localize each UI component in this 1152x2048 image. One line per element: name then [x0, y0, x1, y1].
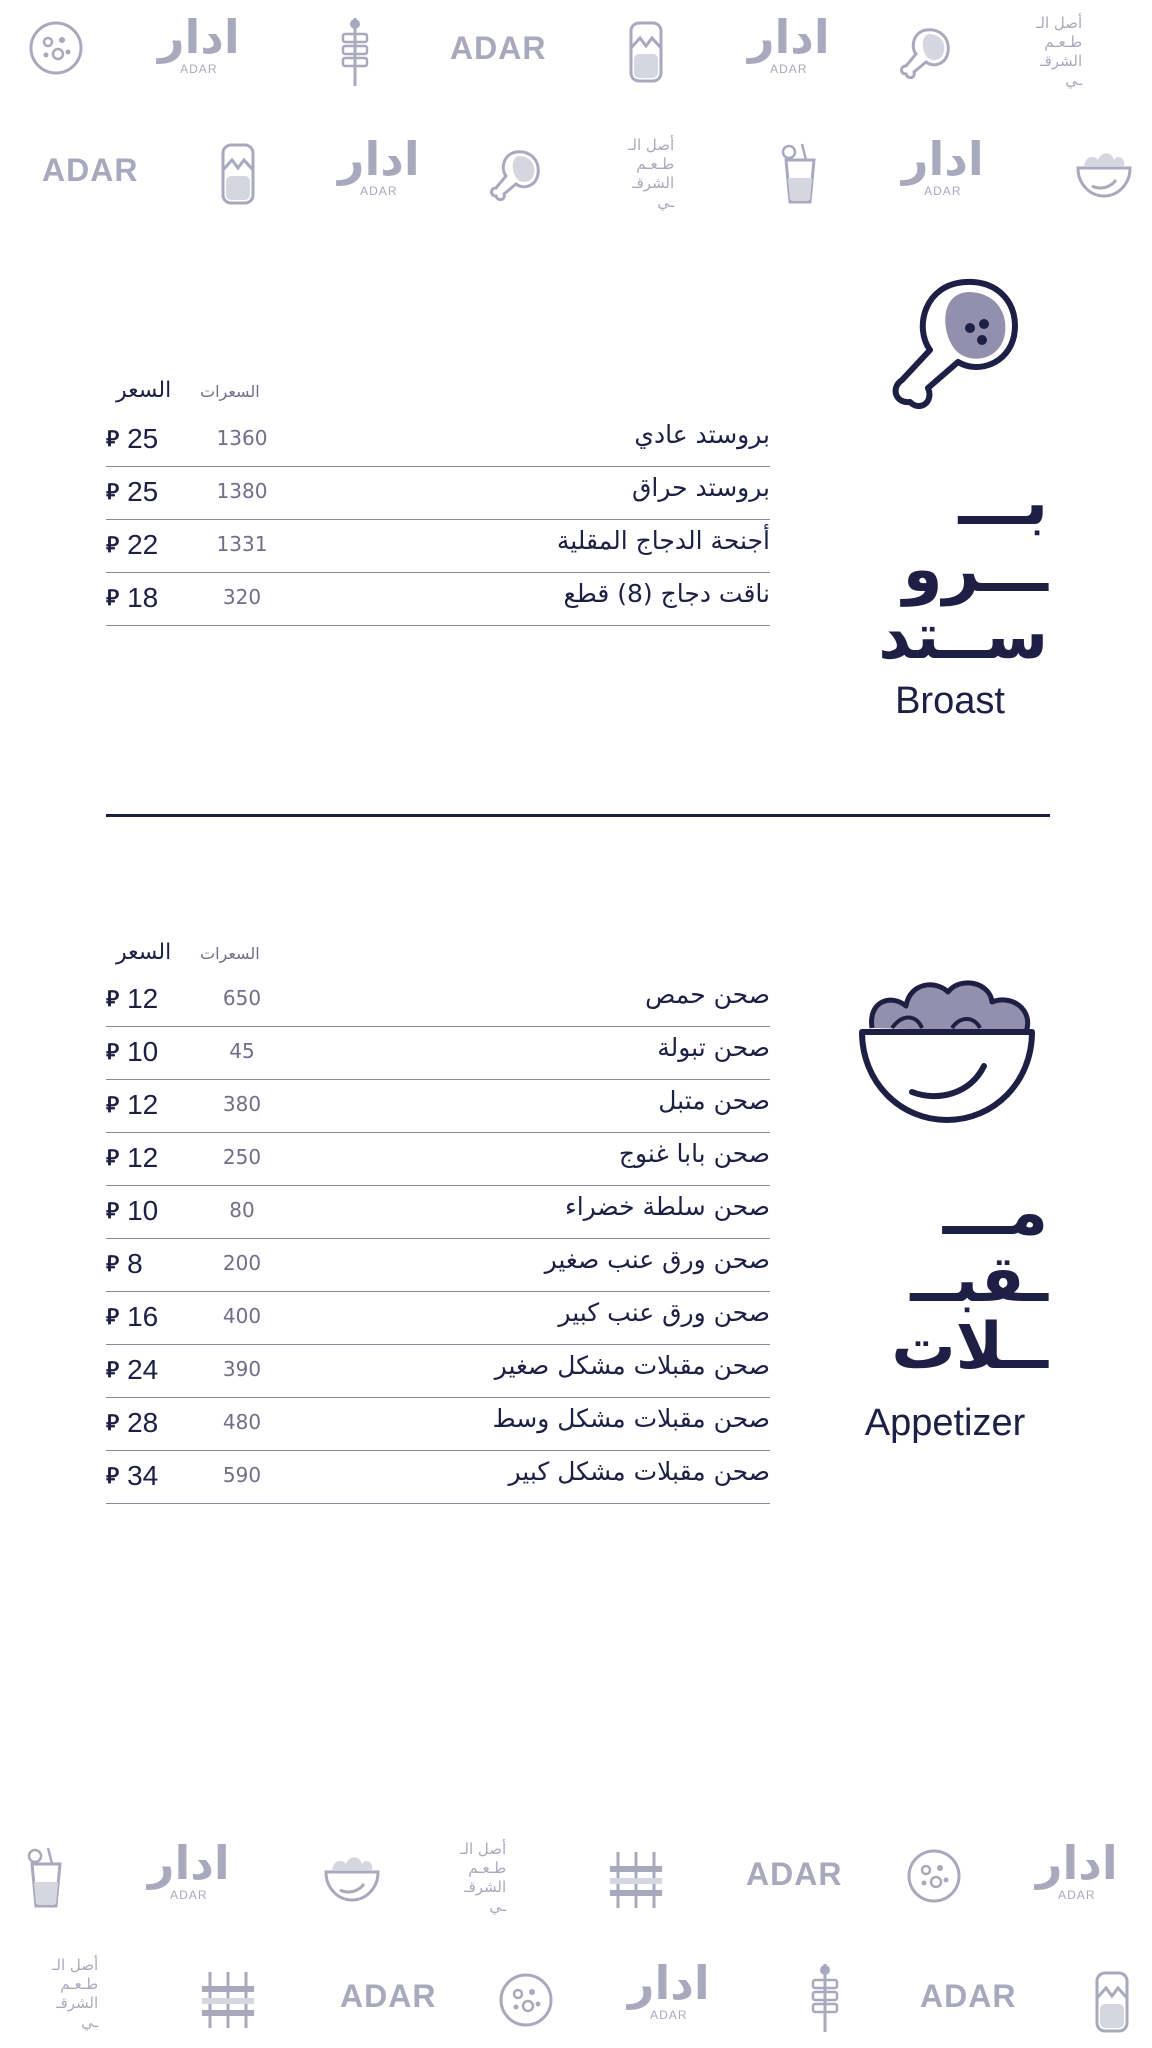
item-price: [106, 1301, 158, 1333]
menu-item-row: [106, 1239, 770, 1292]
logo-english-text: ADAR: [42, 152, 139, 188]
riyal-icon: ⃁: [106, 1251, 120, 1276]
kebab-icon: [338, 16, 372, 88]
section-divider: [106, 814, 1050, 817]
juice-icon: [26, 1846, 66, 1910]
plate-icon: [28, 20, 84, 76]
item-price-value: 12: [127, 1142, 159, 1173]
item-calories: 250: [222, 1145, 262, 1169]
item-name: صحن ورق عنب كبير: [558, 1298, 770, 1327]
logo-sub-text: ADAR: [360, 184, 398, 198]
logo-sub-text: ADAR: [650, 2008, 688, 2022]
item-price: [106, 1195, 158, 1227]
broast-title-english: Broast: [895, 680, 1005, 722]
wrap-icon: [1094, 1970, 1130, 2034]
tagline-logo: [460, 1840, 506, 1916]
item-name: صحن بابا غنوج: [618, 1139, 770, 1168]
item-name: صحن تبولة: [657, 1033, 770, 1062]
logo-arabic-text: ادار: [902, 132, 984, 186]
menu-item-row: [106, 1080, 770, 1133]
adar-english-logo: [340, 1978, 436, 2015]
item-price-value: 25: [127, 423, 159, 454]
drumstick-icon: [896, 24, 954, 82]
riyal-icon: ⃁: [106, 585, 120, 610]
menu-item-row: [106, 1027, 770, 1080]
item-price: [106, 1142, 158, 1174]
top-pattern-row-2: [0, 122, 1152, 232]
logo-english-text: ADAR: [340, 1978, 437, 2014]
tagline-logo: [628, 136, 674, 212]
bottom-pattern-row-1: [0, 1826, 1152, 1936]
item-price-value: 12: [127, 1089, 159, 1120]
bowl-icon: [322, 1852, 382, 1904]
menu-item-row: [106, 1398, 770, 1451]
menu-item-row: [106, 414, 770, 467]
item-calories: 400: [222, 1304, 262, 1328]
logo-english-text: ADAR: [920, 1978, 1017, 2014]
plate-icon: [498, 1972, 554, 2028]
adar-arabic-logo: [1036, 1836, 1118, 1902]
broast-item-list: [106, 414, 770, 626]
broast-section: [0, 270, 1152, 740]
kebab-icon: [808, 1962, 842, 2034]
riyal-icon: ⃁: [106, 1092, 120, 1117]
item-price: [106, 1089, 158, 1121]
menu-item-row: [106, 1133, 770, 1186]
item-name: صحن مقبلات مشكل كبير: [508, 1457, 770, 1486]
menu-item-row: [106, 1292, 770, 1345]
item-price-value: 28: [127, 1407, 159, 1438]
tagline-text: أصل الـ طـعـم الشرقـ ـي: [460, 1840, 507, 1915]
riyal-icon: ⃁: [106, 1410, 120, 1435]
item-name: صحن ورق عنب صغير: [544, 1245, 770, 1274]
logo-arabic-text: ادار: [158, 10, 240, 64]
drumstick-icon: [486, 146, 544, 204]
item-calories: 1331: [216, 532, 268, 556]
tagline-logo: [52, 1956, 98, 2032]
item-price-value: 12: [127, 983, 159, 1014]
adar-arabic-logo: [628, 1956, 710, 2022]
tagline-text: أصل الـ طـعـم الشرقـ ـي: [1036, 14, 1083, 89]
logo-arabic-text: ادار: [148, 1836, 230, 1890]
menu-item-row: [106, 1345, 770, 1398]
logo-sub-text: ADAR: [180, 62, 218, 76]
broast-column-headers: [110, 378, 270, 404]
adar-english-logo: [746, 1856, 842, 1893]
riyal-icon: ⃁: [106, 1463, 120, 1488]
appetizer-item-list: [106, 974, 770, 1504]
appetizer-title-english: Appetizer: [864, 1402, 1026, 1444]
item-calories: 45: [229, 1039, 255, 1063]
item-name: صحن متبل: [658, 1086, 770, 1115]
riyal-icon: ⃁: [106, 1357, 120, 1382]
logo-english-text: ADAR: [450, 30, 547, 66]
item-calories: 590: [222, 1463, 262, 1487]
bowl-icon: [1074, 148, 1134, 200]
item-name: صحن مقبلات مشكل وسط: [492, 1404, 770, 1433]
menu-item-row: [106, 467, 770, 520]
logo-arabic-text: ادار: [1036, 1836, 1118, 1890]
item-name: بروستد حراق: [632, 473, 770, 502]
riyal-icon: ⃁: [106, 479, 120, 504]
wrap-icon: [220, 142, 256, 206]
grill-skewers-icon: [198, 1970, 258, 2030]
tagline-logo: [1036, 14, 1082, 90]
logo-sub-text: ADAR: [1058, 1888, 1096, 1902]
broast-title-arabic: بـــ ـــرو ســتد: [878, 466, 1048, 675]
bowl-icon: [852, 970, 1042, 1130]
item-price-value: 10: [127, 1195, 159, 1226]
tagline-text: أصل الـ طـعـم الشرقـ ـي: [628, 136, 675, 211]
item-name: صحن سلطة خضراء: [564, 1192, 770, 1221]
riyal-icon: ⃁: [106, 986, 120, 1011]
riyal-icon: ⃁: [106, 532, 120, 557]
item-calories: 390: [222, 1357, 262, 1381]
item-calories: 650: [222, 986, 262, 1010]
bottom-pattern-row-2: [0, 1948, 1152, 2048]
item-price: [106, 1248, 143, 1280]
logo-arabic-text: ادار: [628, 1956, 710, 2010]
item-price-value: 25: [127, 476, 159, 507]
menu-item-row: [106, 573, 770, 626]
top-pattern-row-1: [0, 0, 1152, 110]
item-name: بروستد عادي: [634, 420, 770, 449]
calories-column-header: السعرات: [200, 382, 260, 401]
item-price: [106, 1460, 158, 1492]
plate-icon: [906, 1848, 962, 1904]
logo-sub-text: ADAR: [924, 184, 962, 198]
tagline-text: أصل الـ طـعـم الشرقـ ـي: [52, 1956, 99, 2031]
drumstick-icon: [870, 270, 1030, 430]
adar-english-logo: [450, 30, 546, 67]
adar-arabic-logo: [902, 132, 984, 198]
item-price-value: 8: [127, 1248, 143, 1279]
item-name: ناقت دجاج (8) قطع: [563, 579, 770, 608]
adar-english-logo: [920, 1978, 1016, 2015]
item-price-value: 16: [127, 1301, 159, 1332]
menu-item-row: [106, 1451, 770, 1504]
item-price: [106, 1407, 158, 1439]
riyal-icon: ⃁: [106, 1304, 120, 1329]
logo-sub-text: ADAR: [770, 62, 808, 76]
appetizer-section: [0, 940, 1152, 1500]
riyal-icon: ⃁: [106, 1039, 120, 1064]
item-price: [106, 983, 158, 1015]
item-price-value: 10: [127, 1036, 159, 1067]
item-calories: 380: [222, 1092, 262, 1116]
item-price-value: 24: [127, 1354, 159, 1385]
riyal-icon: ⃁: [106, 1198, 120, 1223]
item-price: [106, 582, 158, 614]
item-calories: 480: [222, 1410, 262, 1434]
item-price: [106, 1354, 158, 1386]
item-calories: 80: [229, 1198, 255, 1222]
menu-item-row: [106, 1186, 770, 1239]
item-calories: 1380: [216, 479, 268, 503]
adar-arabic-logo: [338, 132, 420, 198]
menu-item-row: [106, 974, 770, 1027]
grill-skewers-icon: [606, 1850, 666, 1910]
adar-arabic-logo: [748, 10, 830, 76]
adar-english-logo: [42, 152, 138, 189]
item-price: [106, 476, 158, 508]
item-name: صحن حمص: [645, 980, 770, 1009]
logo-arabic-text: ادار: [748, 10, 830, 64]
item-price: [106, 423, 158, 455]
item-calories: 1360: [216, 426, 268, 450]
logo-arabic-text: ادار: [338, 132, 420, 186]
adar-arabic-logo: [148, 1836, 230, 1902]
menu-item-row: [106, 520, 770, 573]
appetizer-column-headers: [110, 940, 270, 966]
item-price: [106, 1036, 158, 1068]
juice-icon: [780, 142, 820, 206]
riyal-icon: ⃁: [106, 426, 120, 451]
calories-column-header: السعرات: [200, 944, 260, 963]
logo-english-text: ADAR: [746, 1856, 843, 1892]
appetizer-title-arabic: مـــ ـقبــ ــلات: [891, 1176, 1048, 1385]
item-name: صحن مقبلات مشكل صغير: [494, 1351, 770, 1380]
item-calories: 320: [222, 585, 262, 609]
item-calories: 200: [222, 1251, 262, 1275]
item-price-value: 18: [127, 582, 159, 613]
wrap-icon: [628, 20, 664, 84]
logo-sub-text: ADAR: [170, 1888, 208, 1902]
riyal-icon: ⃁: [106, 1145, 120, 1170]
item-name: أجنحة الدجاج المقلية: [556, 526, 770, 555]
item-price: [106, 529, 158, 561]
price-column-header: السعر: [116, 378, 172, 403]
item-price-value: 22: [127, 529, 159, 560]
item-price-value: 34: [127, 1460, 159, 1491]
adar-arabic-logo: [158, 10, 240, 76]
price-column-header: السعر: [116, 940, 172, 965]
